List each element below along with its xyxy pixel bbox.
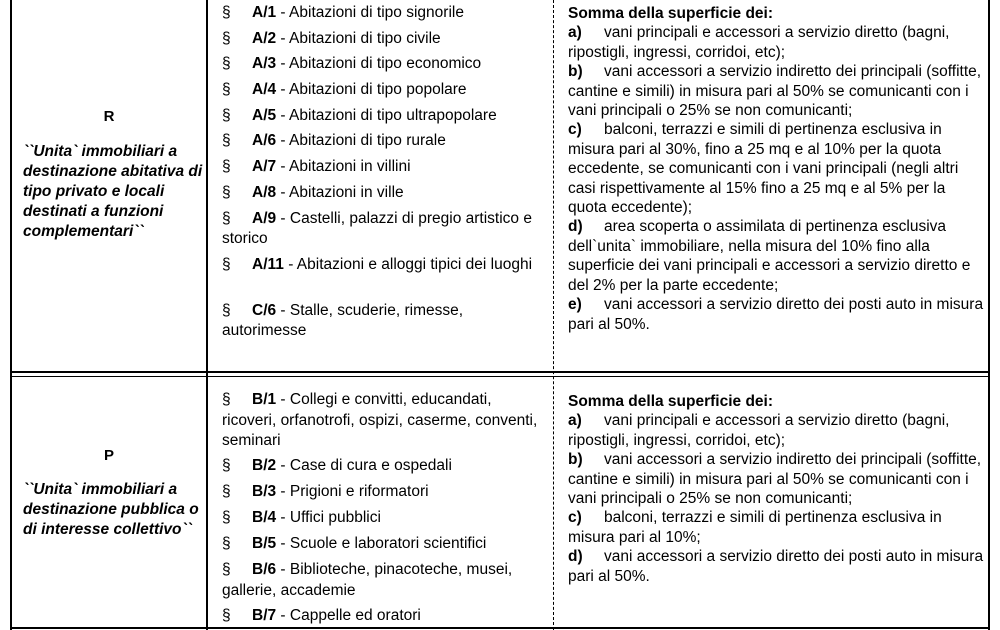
rule-label: c) bbox=[568, 509, 582, 527]
rule-text: vani principali e accessori a servizio diretto (bagni, ripostigli, ingressi, corridoi, etc); bbox=[568, 24, 950, 61]
section-sign: § bbox=[222, 509, 231, 526]
list-item bbox=[222, 456, 542, 482]
category-label: - Scuole e laboratori scientifici bbox=[276, 535, 487, 552]
category-code: A/11 bbox=[252, 255, 284, 273]
section-sign: § bbox=[222, 4, 231, 21]
rules-title: Somma della superficie dei: bbox=[568, 393, 774, 410]
category-label: - Biblioteche, pinacoteche, musei, gallerie, accademie bbox=[222, 561, 513, 599]
category-code: B/5 bbox=[252, 535, 277, 552]
section-sign: § bbox=[222, 301, 231, 319]
list-item bbox=[222, 29, 542, 55]
rule-text: area scoperta o assimilata di pertinenza esclusiva dell`unita` immobiliare, nella misura del 10% fino alla superficie dei vani principali e accessori a servizio diretto e del 2% per la parte eccedente; bbox=[568, 218, 971, 294]
category-label: - Abitazioni di tipo economico bbox=[276, 55, 482, 73]
list-item bbox=[222, 183, 542, 209]
list-item bbox=[222, 301, 542, 347]
section-sign: § bbox=[222, 561, 231, 578]
category-code: A/5 bbox=[252, 106, 277, 124]
category-code: A/4 bbox=[252, 81, 277, 99]
surface-rules bbox=[568, 392, 984, 586]
category-code: B/1 bbox=[252, 391, 277, 408]
section-sign: § bbox=[222, 209, 231, 227]
category-code: A/2 bbox=[252, 29, 277, 47]
rule-label: a) bbox=[568, 412, 582, 430]
category-code: A/6 bbox=[252, 132, 277, 150]
category-label: - Case di cura e ospedali bbox=[276, 457, 452, 474]
rule-item bbox=[568, 450, 984, 508]
list-item bbox=[222, 606, 542, 628]
section-sign: § bbox=[222, 483, 231, 500]
category-code: A/8 bbox=[252, 183, 277, 201]
rule-text: balconi, terrazzi e simili di pertinenza esclusiva in misura pari al 10%; bbox=[568, 509, 942, 546]
section-sign: § bbox=[222, 81, 231, 99]
category-label: - Cappelle ed oratori bbox=[276, 607, 421, 624]
rule-label: b) bbox=[568, 63, 583, 81]
rule-label: c) bbox=[568, 121, 582, 139]
rule-label: d) bbox=[568, 218, 583, 236]
rule-text: vani accessori a servizio diretto dei posti auto in misura pari al 50%. bbox=[568, 296, 984, 333]
surface-rules bbox=[568, 4, 984, 334]
category-label: - Uffici pubblici bbox=[276, 509, 381, 526]
rule-text: vani accessori a servizio diretto dei posti auto in misura pari al 50%. bbox=[568, 548, 984, 585]
rule-item bbox=[568, 547, 984, 586]
table-border-right bbox=[988, 0, 990, 630]
list-item bbox=[222, 80, 542, 106]
list-item bbox=[222, 157, 542, 183]
category-code: B/2 bbox=[252, 457, 277, 474]
rule-label: e) bbox=[568, 296, 582, 314]
category-code: A/1 bbox=[252, 4, 277, 21]
category-label: - Abitazioni di tipo civile bbox=[276, 29, 441, 47]
category-list bbox=[222, 3, 542, 347]
list-item bbox=[222, 390, 542, 456]
rules-title: Somma della superficie dei: bbox=[568, 5, 774, 22]
row-description: ``Unita` immobiliari a destinazione pubblica o di interesse collettivo`` bbox=[23, 481, 199, 538]
rule-text: vani principali e accessori a servizio diretto (bagni, ripostigli, ingressi, corridoi, etc); bbox=[568, 412, 950, 449]
row-code: R bbox=[103, 108, 115, 125]
list-item bbox=[222, 54, 542, 80]
category-code: B/3 bbox=[252, 483, 277, 500]
rule-item bbox=[568, 120, 984, 217]
rule-item bbox=[568, 62, 984, 120]
column-divider-1 bbox=[206, 0, 208, 630]
list-item bbox=[222, 3, 542, 29]
category-label: - Abitazioni di tipo signorile bbox=[276, 4, 464, 21]
list-item bbox=[222, 106, 542, 132]
list-item bbox=[222, 255, 542, 301]
section-sign: § bbox=[222, 106, 231, 124]
rule-item bbox=[568, 23, 984, 62]
category-code: B/4 bbox=[252, 509, 277, 526]
rule-label: b) bbox=[568, 451, 583, 469]
list-item bbox=[222, 508, 542, 534]
list-item bbox=[222, 534, 542, 560]
section-sign: § bbox=[222, 535, 231, 552]
section-sign: § bbox=[222, 55, 231, 73]
category-code: B/7 bbox=[252, 607, 277, 624]
row-code: P bbox=[103, 447, 114, 464]
section-sign: § bbox=[222, 29, 231, 47]
category-code: A/9 bbox=[252, 209, 277, 227]
category-label: - Abitazioni in ville bbox=[276, 183, 404, 201]
rule-text: balconi, terrazzi e simili di pertinenza esclusiva in misura pari al 30%, fino a 25 mq e al 10% per la quota eccedente, se comunicanti con i vani principali (negli altri casi rispettivamente al 15% fino a 25 mq e al 5% per la quota eccedente); bbox=[568, 121, 959, 217]
category-code: A/3 bbox=[252, 55, 277, 73]
category-list bbox=[222, 390, 542, 628]
row-description: ``Unita` immobiliari a destinazione abitativa di tipo privato e locali destinati a funzioni complementari`` bbox=[23, 143, 203, 240]
category-label: - Abitazioni in villini bbox=[276, 158, 411, 176]
list-item bbox=[222, 482, 542, 508]
section-sign: § bbox=[222, 255, 231, 273]
rule-label: d) bbox=[568, 548, 583, 566]
list-item bbox=[222, 560, 542, 606]
rule-text: vani accessori a servizio indiretto dei principali (soffitte, cantine e simili) in misura pari al 50% se comunicanti con i vani principali o 25% se non comunicanti; bbox=[568, 451, 982, 508]
category-code: C/6 bbox=[252, 301, 277, 319]
section-sign: § bbox=[222, 158, 231, 176]
category-code: A/7 bbox=[252, 158, 277, 176]
rule-text: vani accessori a servizio indiretto dei principali (soffitte, cantine e simili) in misura pari al 50% se comunicanti con i vani principali o 25% se non comunicanti; bbox=[568, 63, 982, 120]
section-sign: § bbox=[222, 607, 231, 624]
category-label: - Abitazioni di tipo popolare bbox=[276, 81, 467, 99]
rule-item bbox=[568, 295, 984, 334]
row-divider-bottom bbox=[12, 376, 988, 377]
category-label: - Castelli, palazzi di pregio artistico e storico bbox=[222, 209, 532, 247]
rule-item bbox=[568, 217, 984, 295]
category-label: - Stalle, scuderie, rimesse, autorimesse bbox=[222, 301, 464, 339]
category-label: - Collegi e convitti, educandati, ricoveri, orfanotrofi, ospizi, caserme, conventi, seminari bbox=[222, 391, 538, 449]
category-code: B/6 bbox=[252, 561, 277, 578]
list-item bbox=[222, 209, 542, 255]
list-item bbox=[222, 131, 542, 157]
row-divider-top bbox=[12, 371, 988, 373]
rule-label: a) bbox=[568, 24, 582, 42]
section-sign: § bbox=[222, 391, 231, 408]
rule-item bbox=[568, 508, 984, 547]
section-sign: § bbox=[222, 457, 231, 474]
category-label: - Abitazioni di tipo ultrapopolare bbox=[276, 106, 497, 124]
rule-item bbox=[568, 411, 984, 450]
category-label: - Prigioni e riformatori bbox=[276, 483, 429, 500]
category-label: - Abitazioni di tipo rurale bbox=[276, 132, 446, 150]
category-label: - Abitazioni e alloggi tipici dei luoghi bbox=[283, 255, 533, 273]
section-sign: § bbox=[222, 132, 231, 150]
section-sign: § bbox=[222, 183, 231, 201]
table-border-left bbox=[10, 0, 12, 630]
column-divider-2 bbox=[553, 0, 554, 630]
